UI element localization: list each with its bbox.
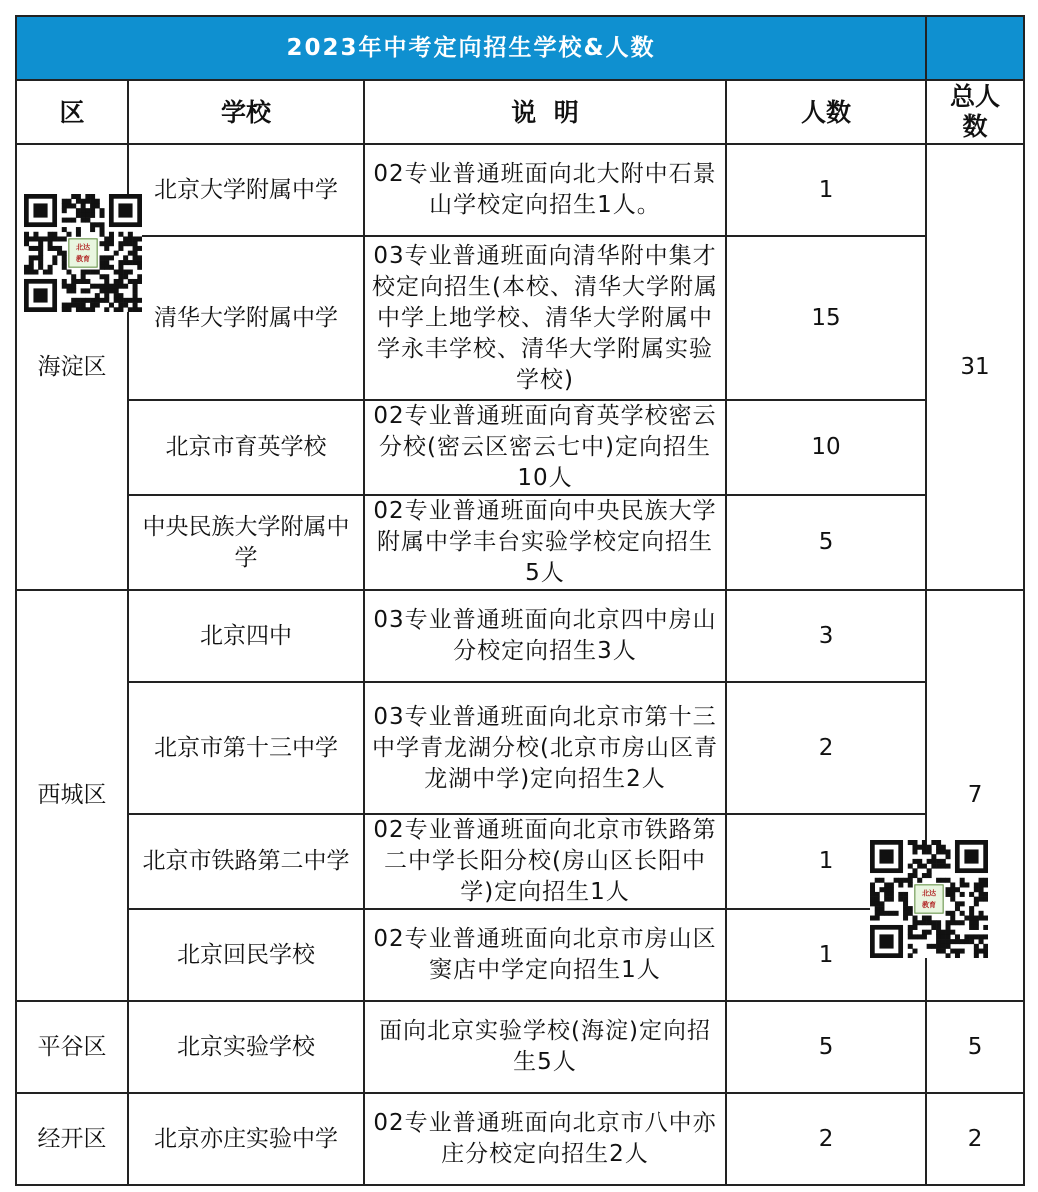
- school-cell: 北京四中: [128, 590, 364, 682]
- table-row: [16, 495, 1024, 590]
- total-cell: 5: [926, 1001, 1024, 1093]
- total-cell: 31: [926, 144, 1024, 590]
- table-row: [16, 236, 1024, 400]
- header-school: 学校: [128, 80, 364, 144]
- count-cell: 2: [726, 682, 926, 814]
- district-cell: 平谷区: [16, 1001, 128, 1093]
- enrollment-table: [15, 15, 1025, 1186]
- header-count: 人数: [726, 80, 926, 144]
- school-cell: 北京市育英学校: [128, 400, 364, 495]
- count-cell: 2: [726, 1093, 926, 1185]
- count-cell: 5: [726, 1001, 926, 1093]
- count-cell: 1: [726, 909, 926, 1001]
- svg-text:北达: 北达: [922, 889, 936, 898]
- school-cell: 北京回民学校: [128, 909, 364, 1001]
- district-cell: 西城区: [16, 590, 128, 1001]
- qr-code-graphic: [870, 840, 988, 958]
- header-total: 总人 数: [926, 80, 1024, 144]
- table-row: [16, 144, 1024, 236]
- table-title: 2023年中考定向招生学校&人数: [16, 16, 926, 80]
- qr-code-icon: [870, 840, 988, 958]
- note-cell: 03专业普通班面向清华附中集才校定向招生(本校、清华大学附属中学上地学校、清华大学附属中学永丰学校、清华大学附属实验学校): [364, 236, 726, 400]
- note-cell: 02专业普通班面向北大附中石景山学校定向招生1人。: [364, 144, 726, 236]
- header-note: 说 明: [364, 80, 726, 144]
- school-cell: 清华大学附属中学: [128, 236, 364, 400]
- note-cell: 03专业普通班面向北京市第十三中学青龙湖分校(北京市房山区青龙湖中学)定向招生2人: [364, 682, 726, 814]
- school-cell: 北京实验学校: [128, 1001, 364, 1093]
- qr-code-graphic: [24, 194, 142, 312]
- table-row: [16, 590, 1024, 682]
- count-cell: 1: [726, 144, 926, 236]
- school-cell: 北京大学附属中学: [128, 144, 364, 236]
- table-row: [16, 1001, 1024, 1093]
- table-row: [16, 400, 1024, 495]
- note-cell: 03专业普通班面向北京四中房山分校定向招生3人: [364, 590, 726, 682]
- note-cell: 02专业普通班面向北京市房山区窦店中学定向招生1人: [364, 909, 726, 1001]
- table-row: [16, 1093, 1024, 1185]
- district-cell: 海淀区: [16, 144, 128, 590]
- count-cell: 3: [726, 590, 926, 682]
- note-cell: 面向北京实验学校(海淀)定向招生5人: [364, 1001, 726, 1093]
- school-cell: 北京亦庄实验中学: [128, 1093, 364, 1185]
- total-cell: 2: [926, 1093, 1024, 1185]
- school-cell: 北京市铁路第二中学: [128, 814, 364, 909]
- district-cell: 经开区: [16, 1093, 128, 1185]
- note-cell: 02专业普通班面向北京市铁路第二中学长阳分校(房山区长阳中学)定向招生1人: [364, 814, 726, 909]
- total-cell: 7: [926, 590, 1024, 1001]
- count-cell: 10: [726, 400, 926, 495]
- qr-code-icon: [24, 194, 142, 312]
- school-cell: 北京市第十三中学: [128, 682, 364, 814]
- count-cell: 15: [726, 236, 926, 400]
- note-cell: 02专业普通班面向中央民族大学附属中学丰台实验学校定向招生5人: [364, 495, 726, 590]
- school-cell: 中央民族大学附属中学: [128, 495, 364, 590]
- title-side-cell: [926, 16, 1024, 80]
- svg-text:教育: 教育: [922, 901, 936, 910]
- note-cell: 02专业普通班面向育英学校密云分校(密云区密云七中)定向招生10人: [364, 400, 726, 495]
- svg-text:北达: 北达: [76, 243, 90, 252]
- count-cell: 5: [726, 495, 926, 590]
- header-district: 区: [16, 80, 128, 144]
- svg-text:教育: 教育: [76, 255, 90, 264]
- count-cell: 1: [726, 814, 926, 909]
- table-row: [16, 682, 1024, 814]
- note-cell: 02专业普通班面向北京市八中亦庄分校定向招生2人: [364, 1093, 726, 1185]
